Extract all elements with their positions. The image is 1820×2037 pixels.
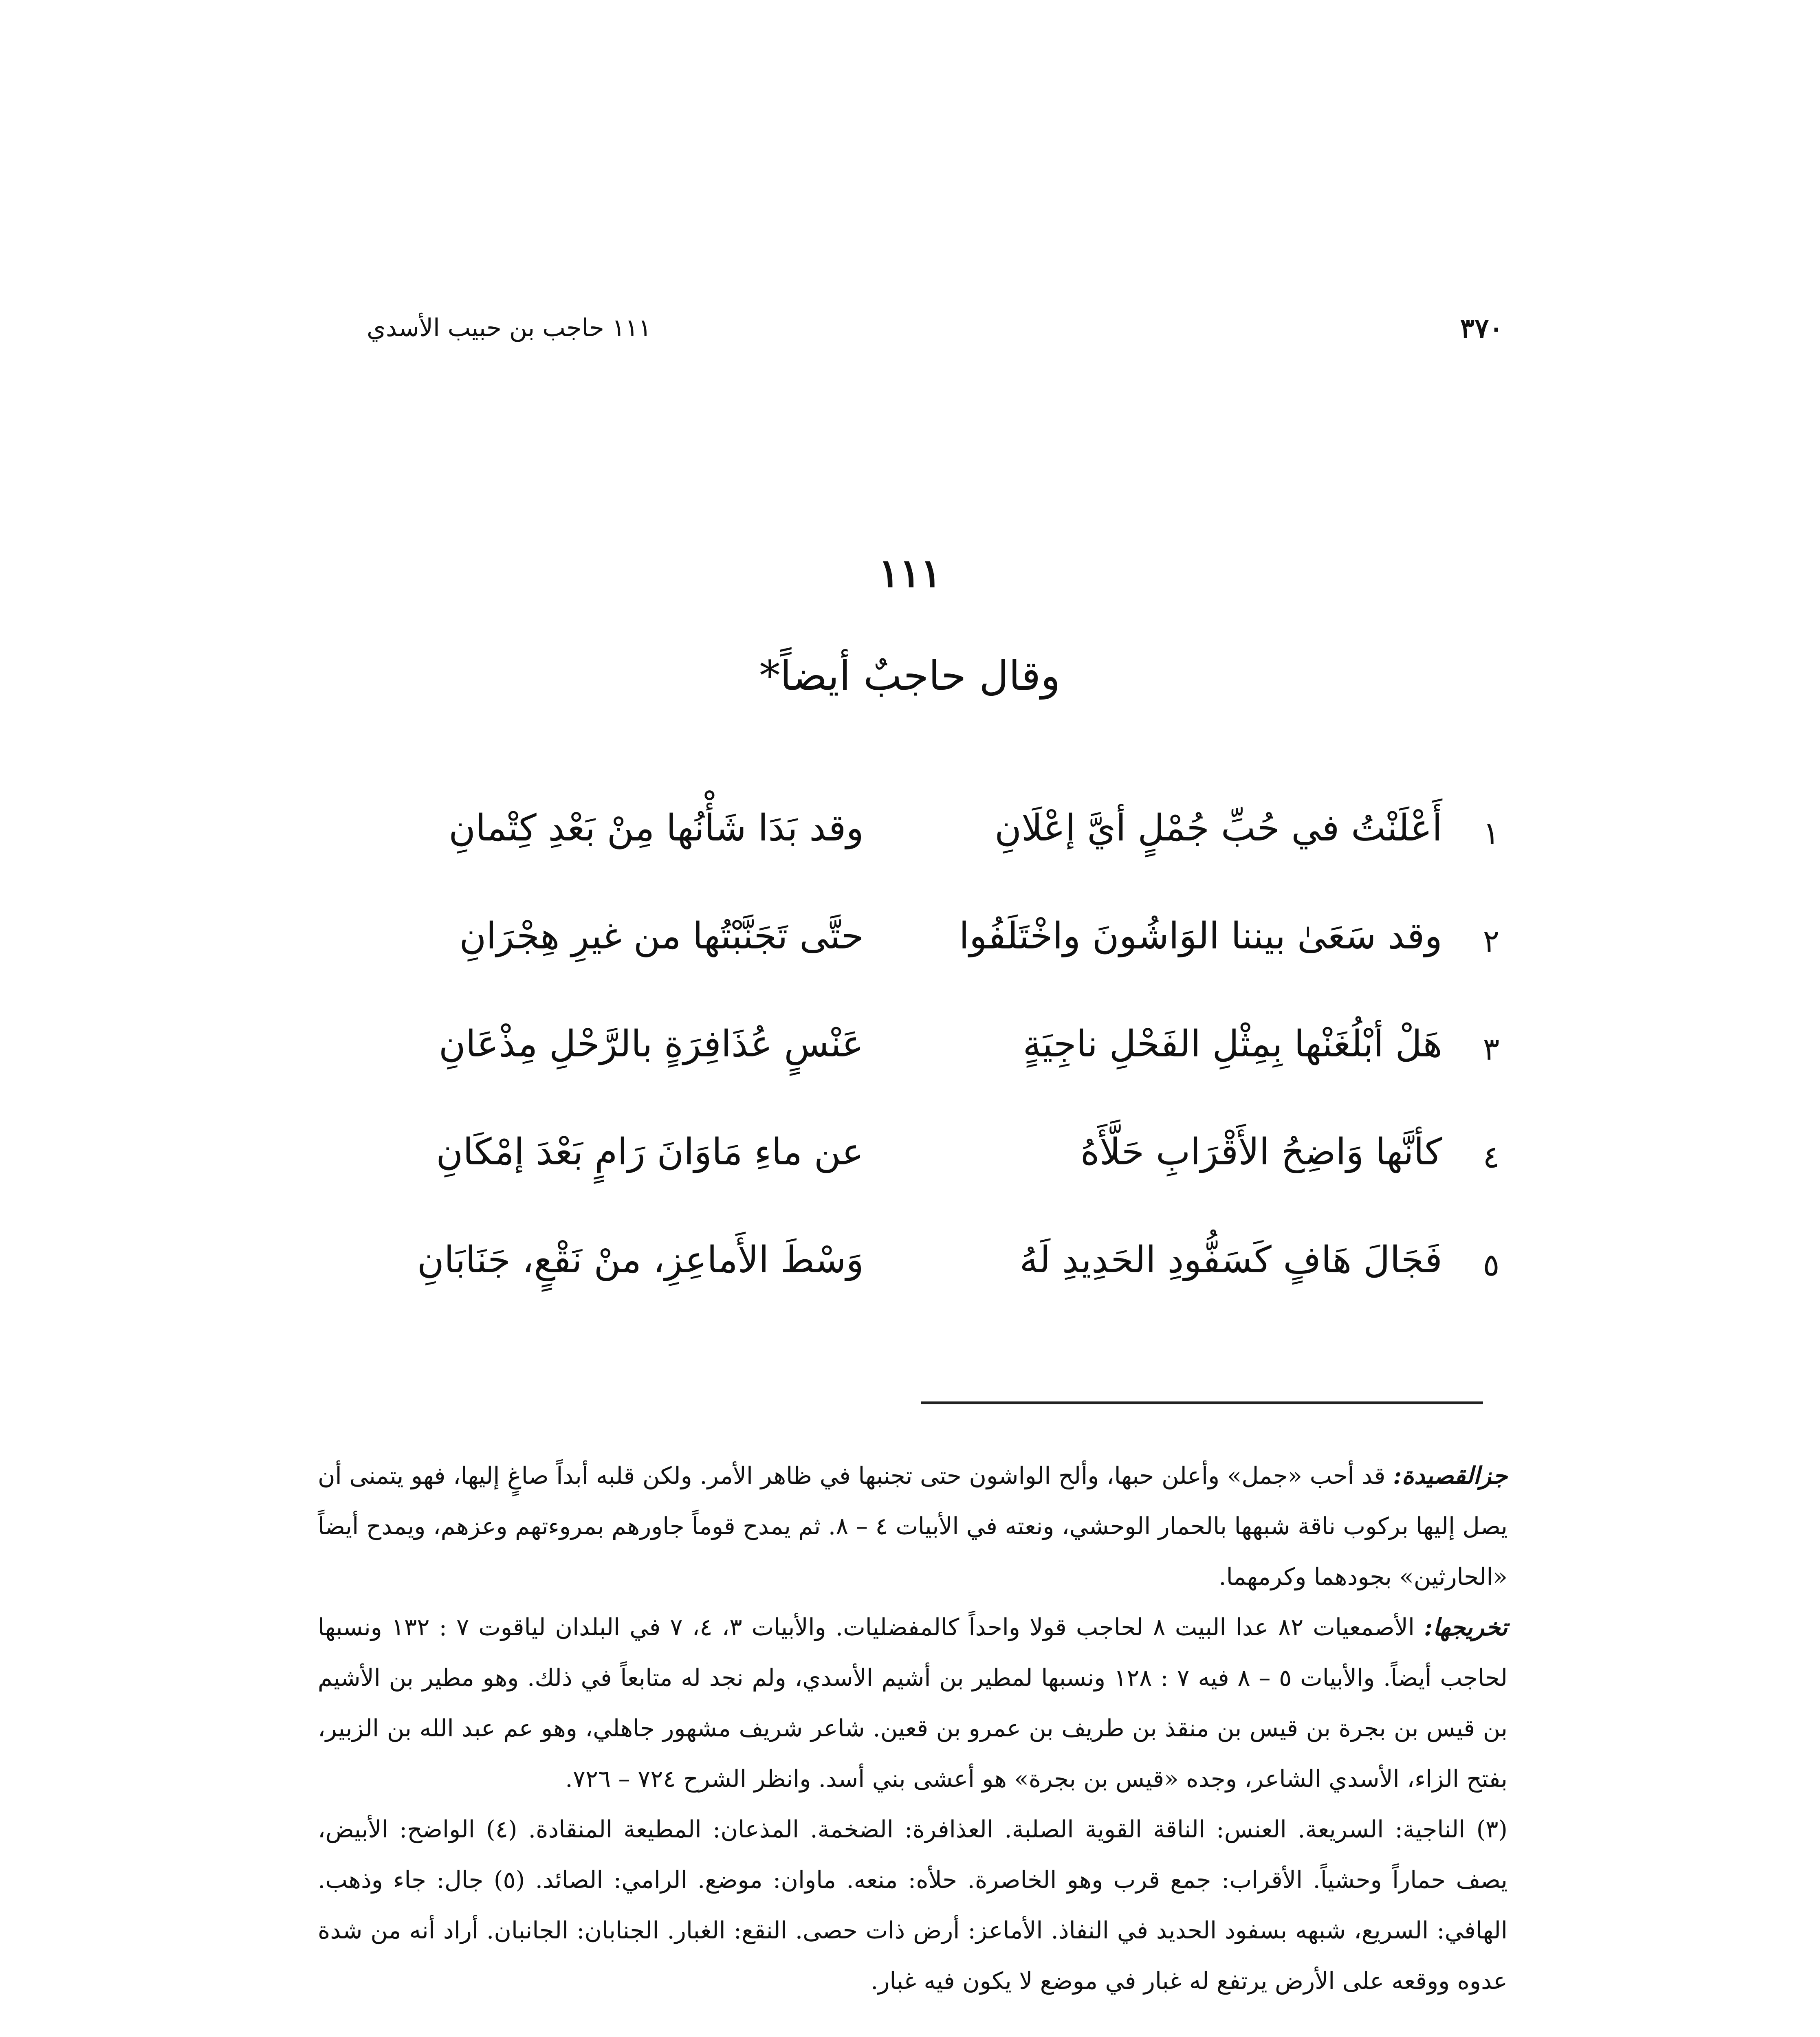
verse: [350, 915, 1507, 1023]
running-header: [367, 310, 1503, 346]
verse-first-hemistich: أَعْلَنْتُ في حُبِّ جُمْلٍ أيَّ إعْلَانِ: [995, 807, 1442, 849]
verse-number: ٥: [1483, 1247, 1500, 1283]
verse: [350, 807, 1507, 915]
running-header-title: ١١١ حاجب بن حبيب الأسدي: [367, 314, 651, 342]
verse-second-hemistich: عن ماءِ مَاوَانَ رَامٍ بَعْدَ إمْكَانِ: [436, 1131, 864, 1173]
verse-number: ٢: [1483, 923, 1500, 959]
verse: [350, 1131, 1507, 1238]
verse-number: ١: [1483, 815, 1500, 851]
verse-number: ٤: [1483, 1139, 1500, 1175]
summary-note: [318, 1450, 1507, 1602]
takhrij-label: تخريجها:: [1424, 1613, 1508, 1641]
summary-label: جزالقصيدة:: [1393, 1462, 1508, 1489]
verse-second-hemistich: حتَّى تَجَنَّبْتُها من غيرِ هِجْرَانِ: [459, 915, 864, 957]
verse-first-hemistich: وقد سَعَىٰ بيننا الوَاشُونَ واخْتَلَفُوا: [959, 915, 1442, 957]
verse: [350, 1238, 1507, 1346]
verse-first-hemistich: كأنَّها وَاضِحُ الأَقْرَابِ حَلَّأَهُ: [1080, 1131, 1442, 1173]
takhrij-note: [318, 1602, 1507, 1804]
verse-second-hemistich: عَنْسٍ عُذَافِرَةٍ بالرَّحْلِ مِذْعَانِ: [438, 1023, 864, 1065]
verse: [350, 1023, 1507, 1131]
verse-first-hemistich: فَجَالَ هَافٍ كَسَفُّودِ الحَدِيدِ لَهُ: [1019, 1238, 1442, 1281]
verse-number: ٣: [1483, 1031, 1500, 1067]
poem-number: ١١١: [878, 550, 942, 596]
page-number: ٣٧٠: [1460, 312, 1503, 344]
footnote-divider: [921, 1401, 1483, 1404]
verse-second-hemistich: وَسْطَ الأَماعِزِ، منْ نَقْعٍ، جَنَابَانِ: [417, 1238, 864, 1281]
poem-title: وقال حاجبٌ أيضاً*: [759, 652, 1061, 700]
summary-text: قد أحب «جمل» وأعلن حبها، وألح الواشون حتى تجنبها في ظاهر الأمر. ولكن قلبه أبداً صاغٍ إليها، فهو يتمنى أن يصل إليها بركوب ناقة شبهها بالحمار الوحشي، ونعته في الأبيات ٤ – ٨. ثم يمدح قوماً جاورهم بمروءتهم وعزهم، ويمدح أيضاً «الحارثين» بجودهما وكرمهما.: [318, 1462, 1508, 1590]
takhrij-text: الأصمعيات ٨٢ عدا البيت ٨ لحاجب قولا واحداً كالمفضليات. والأبيات ٣، ٤، ٧ في البلدان لياقوت ٧ : ١٣٢ ونسبها لحاجب أيضاً. والأبيات ٥ – ٨ فيه ٧ : ١٢٨ ونسبها لمطير بن أشيم الأسدي، ولم نجد له متابعاً في ذلك. وهو مطير بن الأشيم بن قيس بن بجرة بن قيس بن منقذ بن طريف بن عمرو بن قعين. شاعر شريف مشهور جاهلي، وهو عم عبد الله بن الزبير، بفتح الزاء، الأسدي الشاعر، وجده «قيس بن بجرة» هو أعشى بني أسد. وانظر الشرح ٧٢٤ – ٧٢٦.: [318, 1613, 1507, 1793]
footnotes: [318, 1450, 1507, 2006]
verse-second-hemistich: وقد بَدَا شَأْنُها مِنْ بَعْدِ كِتْمانِ: [449, 807, 864, 849]
glosses-note: (٣) الناجية: السريعة. العنس: الناقة القوية الصلبة. العذافرة: الضخمة. المذعان: المطيعة المنقادة. (٤) الواضح: الأبيض، يصف حماراً وحشياً. الأقراب: جمع قرب وهو الخاصرة. حلأه: منعه. ماوان: موضع. الرامي: الصائد. (٥) جال: جاء وذهب. الهافي: السريع، شبهه بسفود الحديد في النفاذ. الأماعز: أرض ذات حصى. النقع: الغبار. الجنابان: الجانبان. أراد أنه من شدة عدوه ووقعه على الأرض يرتفع له غبار في موضع لا يكون فيه غبار.: [318, 1815, 1507, 1995]
verses: [350, 807, 1507, 1346]
verse-first-hemistich: هَلْ أبْلُغَنْها بِمِثْلِ الفَحْلِ ناجِيَةٍ: [1023, 1023, 1442, 1065]
